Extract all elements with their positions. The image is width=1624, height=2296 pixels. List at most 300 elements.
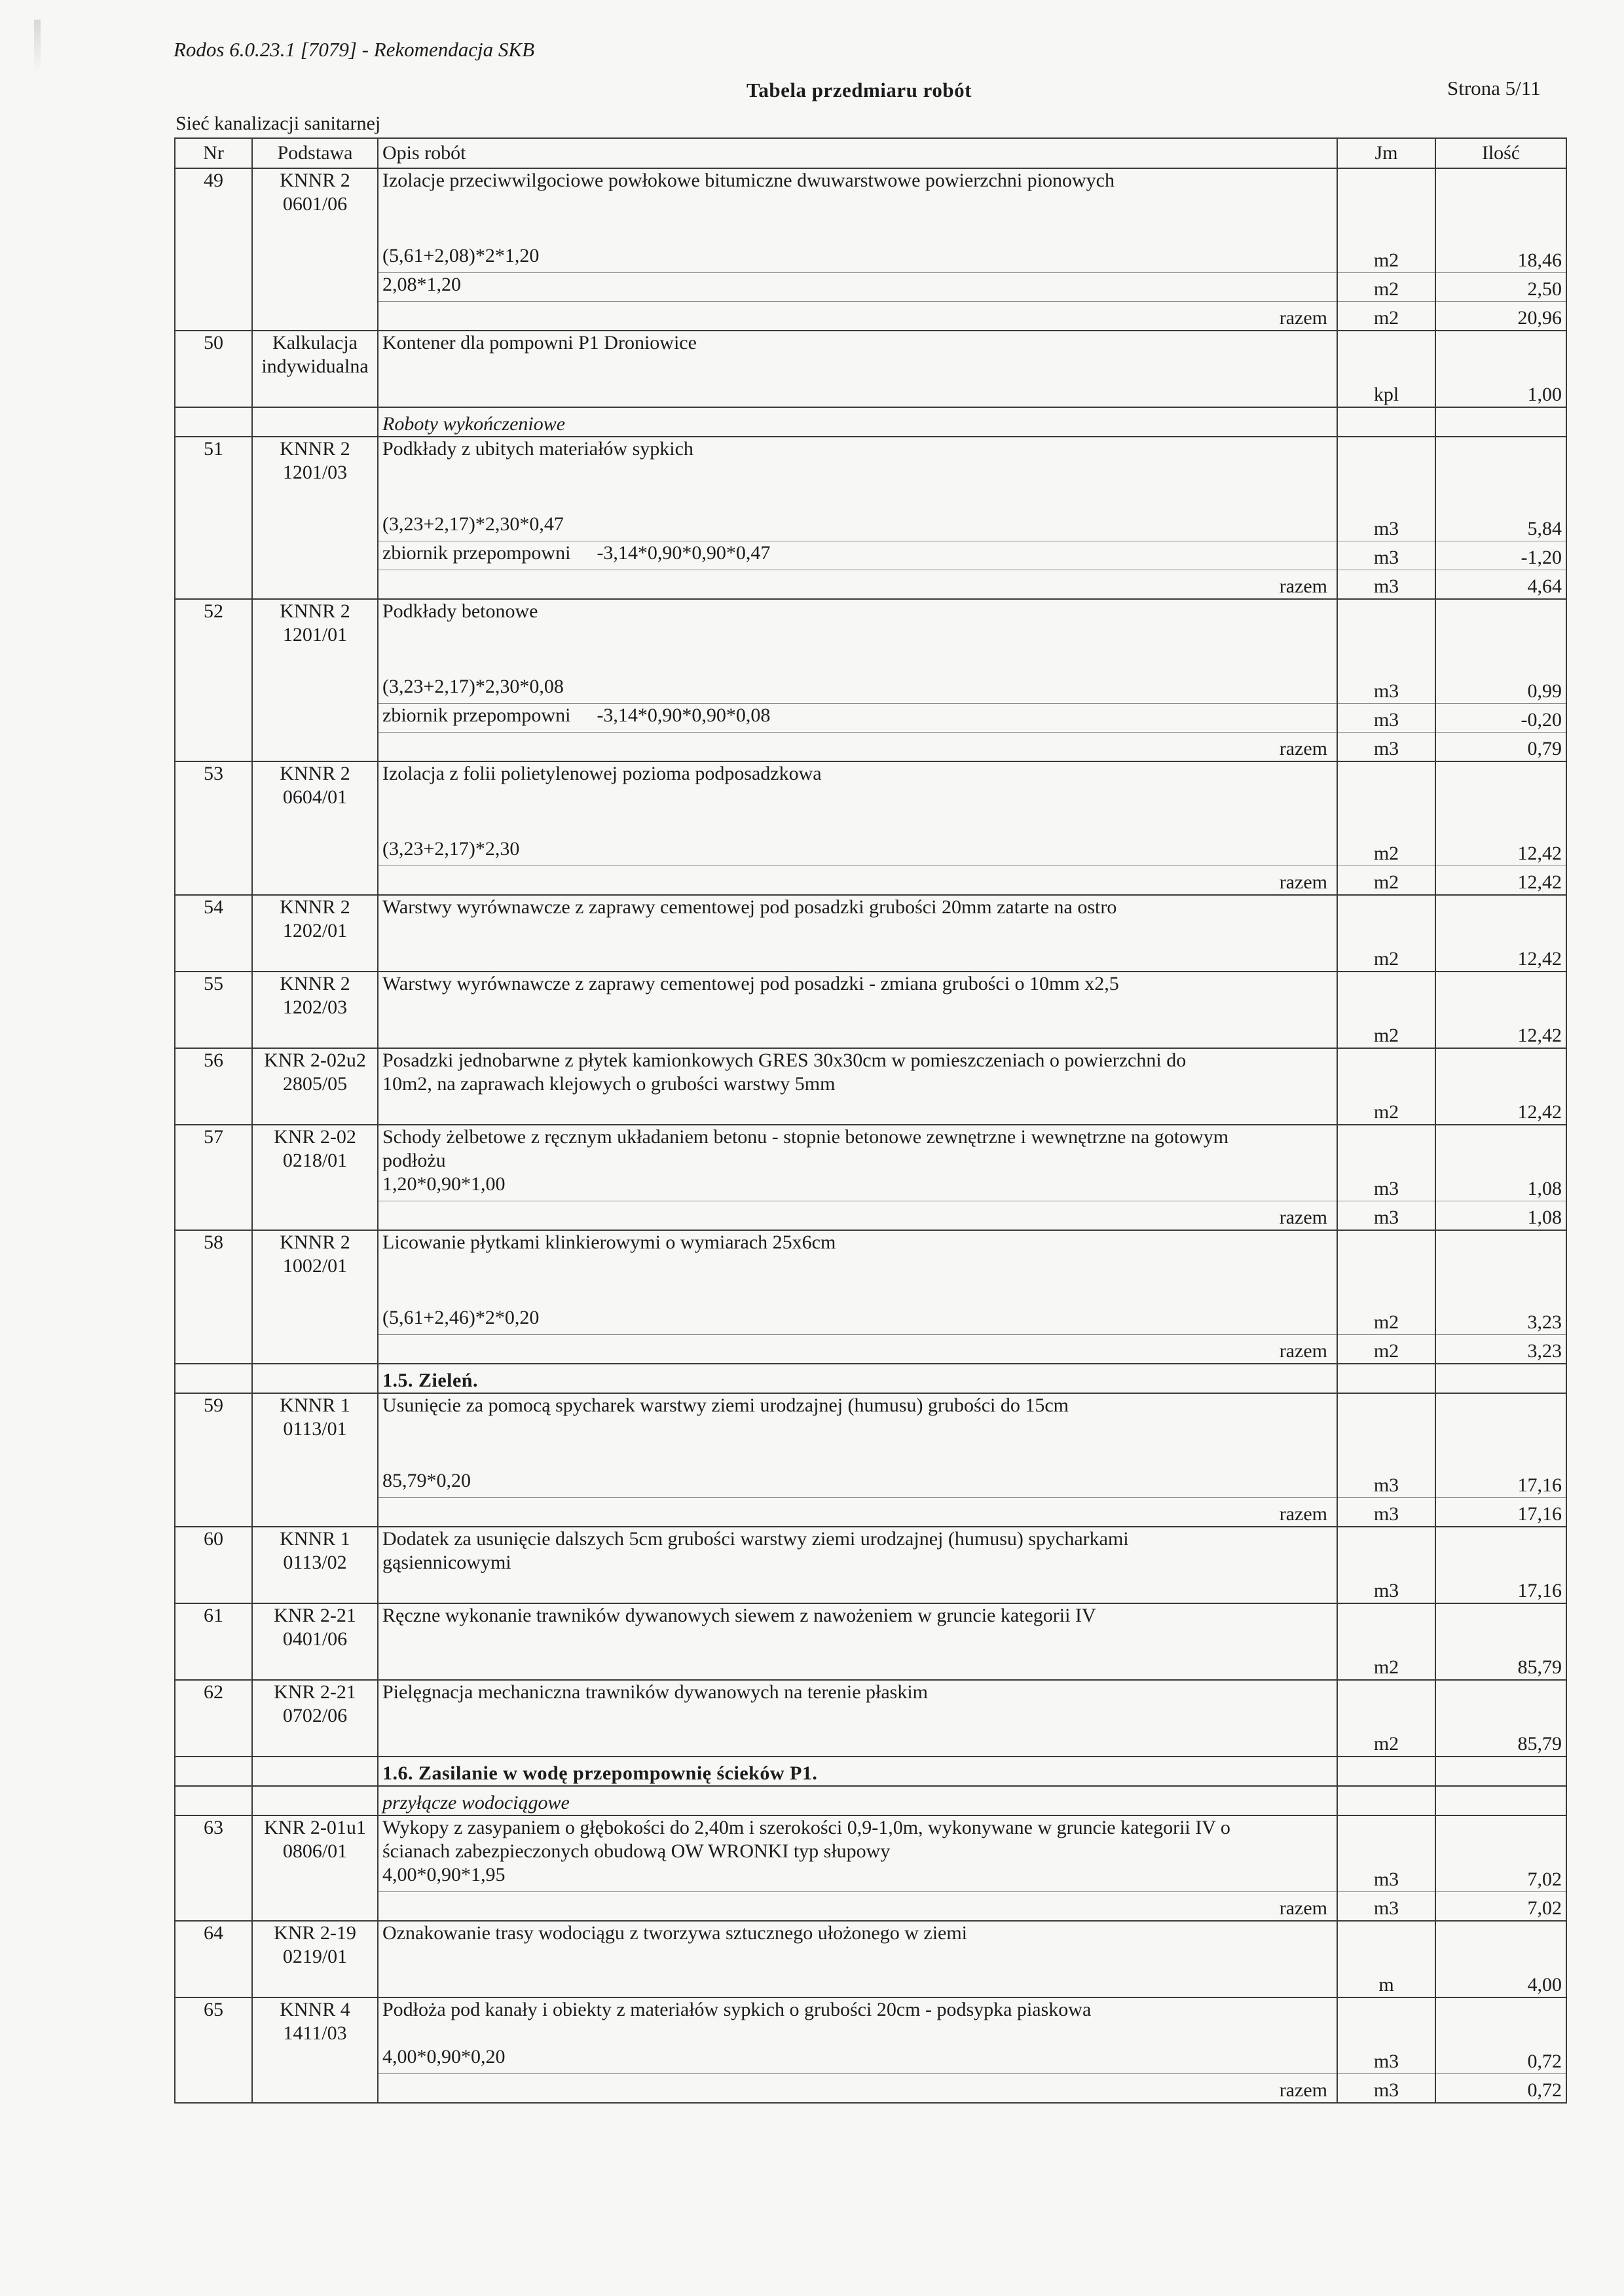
quantity-value: 12,42 <box>1435 1096 1566 1125</box>
empty-cell <box>1337 216 1435 244</box>
item-unit <box>1337 1125 1435 1173</box>
item-description <box>378 1048 1337 1096</box>
item-description <box>378 1393 1337 1441</box>
empty-cell <box>175 866 252 896</box>
total-unit: m2 <box>1337 866 1435 896</box>
basis-catalog: KNNR 2 <box>280 438 350 460</box>
empty-cell <box>1435 1278 1566 1306</box>
quantity-unit: kpl <box>1337 378 1435 407</box>
total-unit: m3 <box>1337 2074 1435 2104</box>
calculation-value: 5,84 <box>1435 513 1566 541</box>
total-unit: m2 <box>1337 1335 1435 1364</box>
basis-code: 1201/03 <box>282 462 348 483</box>
formula-expression: -3,14*0,90*0,90*0,08 <box>597 704 771 726</box>
item-unit <box>1337 761 1435 809</box>
empty-cell <box>175 1019 252 1048</box>
item-basis <box>252 1997 378 2045</box>
formula-label: zbiornik przepompowni <box>382 542 571 564</box>
item-number: 52 <box>175 599 252 647</box>
empty-cell <box>1435 647 1566 675</box>
empty-cell <box>378 1278 1337 1306</box>
subsection-heading-row <box>175 407 1566 437</box>
item-quantity <box>1435 1997 1566 2045</box>
empty-cell <box>175 407 252 437</box>
calculation-formula: (3,23+2,17)*2,30*0,08 <box>378 675 1337 704</box>
total-value: 1,08 <box>1435 1201 1566 1231</box>
item-basis <box>252 599 378 647</box>
description-line-1: Usunięcie za pomocą spycharek warstwy ziemi urodzajnej (humusu) grubości do 15cm <box>382 1394 1069 1416</box>
empty-cell <box>175 675 252 704</box>
total-value: 20,96 <box>1435 302 1566 331</box>
empty-cell <box>252 647 378 675</box>
empty-cell <box>252 302 378 331</box>
spacer-row <box>175 647 1566 675</box>
item-quantity <box>1435 1230 1566 1278</box>
item-quantity <box>1435 1815 1566 1863</box>
quantity-row <box>175 943 1566 972</box>
item-quantity <box>1435 1680 1566 1728</box>
total-label: razem <box>378 302 1337 331</box>
empty-cell <box>1337 809 1435 837</box>
page-title: Tabela przedmiaru robót <box>747 79 972 101</box>
item-description <box>378 331 1337 378</box>
item-row <box>175 1680 1566 1728</box>
total-value: 0,72 <box>1435 2074 1566 2104</box>
calculation-formula: 4,00*0,90*0,20 <box>378 2045 1337 2074</box>
empty-cell <box>252 513 378 541</box>
item-description <box>378 1527 1337 1575</box>
basis-catalog: KNR 2-02 <box>274 1126 356 1148</box>
description-line-1: Podkłady betonowe <box>382 600 538 622</box>
item-basis <box>252 437 378 484</box>
basis-catalog: KNR 2-02u2 <box>264 1049 366 1071</box>
quantity-unit: m2 <box>1337 1651 1435 1680</box>
item-unit <box>1337 1815 1435 1863</box>
empty-cell <box>1337 1441 1435 1469</box>
item-basis <box>252 1921 378 1969</box>
description-line-2: ścianach zabezpieczonych obudową OW WRONKI typ słupowy <box>382 1840 891 1862</box>
item-unit <box>1337 1393 1435 1441</box>
description-line-1: Posadzki jednobarwne z płytek kamionkowych GRES 30x30cm w pomieszczeniach o powierzchni do <box>382 1049 1187 1071</box>
quantity-value: 4,00 <box>1435 1969 1566 1997</box>
empty-cell <box>252 1173 378 1201</box>
quantity-unit: m2 <box>1337 1096 1435 1125</box>
empty-cell <box>252 837 378 866</box>
calculation-value: -0,20 <box>1435 704 1566 733</box>
basis-catalog: KNNR 2 <box>280 763 350 784</box>
page-number: Strona 5/11 <box>1447 77 1541 100</box>
column-header-opis: Opis robót <box>378 138 1337 168</box>
item-unit <box>1337 1048 1435 1096</box>
description-line-1: Warstwy wyrównawcze z zaprawy cementowej pod posadzki grubości 20mm zatarte na ostro <box>382 896 1117 918</box>
total-label: razem <box>378 1335 1337 1364</box>
item-description <box>378 895 1337 943</box>
calculation-formula <box>378 704 1337 733</box>
spacer-row <box>175 1441 1566 1469</box>
section-heading-row <box>175 1757 1566 1786</box>
empty-cell <box>175 273 252 302</box>
empty-cell <box>1435 407 1566 437</box>
total-unit: m3 <box>1337 1498 1435 1527</box>
empty-cell <box>252 1651 378 1680</box>
item-basis <box>252 1230 378 1278</box>
spacer-row <box>175 216 1566 244</box>
item-number: 50 <box>175 331 252 378</box>
empty-cell <box>175 1651 252 1680</box>
quantity-value: 17,16 <box>1435 1575 1566 1603</box>
empty-cell <box>175 1364 252 1393</box>
item-number: 55 <box>175 972 252 1019</box>
empty-cell <box>175 1096 252 1125</box>
empty-cell <box>378 809 1337 837</box>
item-quantity <box>1435 761 1566 809</box>
description-line-1: Izolacja z folii polietylenowej pozioma podposadzkowa <box>382 763 822 784</box>
empty-cell <box>175 1306 252 1335</box>
item-basis <box>252 1680 378 1728</box>
empty-cell <box>252 2045 378 2074</box>
empty-cell <box>175 1173 252 1201</box>
empty-cell <box>378 216 1337 244</box>
subsection-heading: przyłącze wodociągowe <box>378 1786 1337 1815</box>
item-number: 64 <box>175 1921 252 1969</box>
empty-cell <box>175 570 252 600</box>
item-number: 63 <box>175 1815 252 1863</box>
quantity-value: 12,42 <box>1435 943 1566 972</box>
empty-cell <box>252 1096 378 1125</box>
item-row <box>175 1230 1566 1278</box>
calculation-unit: m3 <box>1337 1863 1435 1892</box>
calculation-row <box>175 273 1566 302</box>
empty-cell <box>175 943 252 972</box>
item-row <box>175 331 1566 378</box>
calculation-formula: (3,23+2,17)*2,30 <box>378 837 1337 866</box>
quantity-unit: m2 <box>1337 943 1435 972</box>
empty-cell <box>252 244 378 273</box>
empty-cell <box>378 1651 1337 1680</box>
basis-code: 0601/06 <box>282 193 348 215</box>
item-unit <box>1337 1680 1435 1728</box>
subsection-heading-row <box>175 1786 1566 1815</box>
description-line-1: Licowanie płytkami klinkierowymi o wymiarach 25x6cm <box>382 1231 836 1253</box>
empty-cell <box>378 1096 1337 1125</box>
empty-cell <box>175 1498 252 1527</box>
description-line-1: Warstwy wyrównawcze z zaprawy cementowej pod posadzki - zmiana grubości o 10mm x2,5 <box>382 973 1119 994</box>
quantity-unit: m3 <box>1337 1575 1435 1603</box>
empty-cell <box>252 1498 378 1527</box>
total-value: 12,42 <box>1435 866 1566 896</box>
quantity-row <box>175 1651 1566 1680</box>
formula-label: zbiornik przepompowni <box>382 704 571 726</box>
empty-cell <box>1435 1364 1566 1393</box>
calculation-value: 7,02 <box>1435 1863 1566 1892</box>
calculation-formula: (5,61+2,08)*2*1,20 <box>378 244 1337 273</box>
description-line-2: podłożu <box>382 1150 446 1171</box>
description-line-1: Dodatek za usunięcie dalszych 5cm grubości warstwy ziemi urodzajnej (humusu) spycharkami <box>382 1528 1129 1550</box>
empty-cell <box>378 1019 1337 1048</box>
section-heading: 1.6. Zasilanie w wodę przepompownię ścieków P1. <box>378 1757 1337 1786</box>
empty-cell <box>175 302 252 331</box>
item-number: 62 <box>175 1680 252 1728</box>
quantity-row <box>175 1969 1566 1997</box>
total-label: razem <box>378 1498 1337 1527</box>
empty-cell <box>175 704 252 733</box>
empty-cell <box>1435 1786 1566 1815</box>
empty-cell <box>252 809 378 837</box>
calculation-value: -1,20 <box>1435 541 1566 570</box>
basis-catalog: KNNR 2 <box>280 170 350 191</box>
total-label: razem <box>378 866 1337 896</box>
item-unit <box>1337 1921 1435 1969</box>
empty-cell <box>1435 484 1566 513</box>
empty-cell <box>175 1757 252 1786</box>
total-unit: m3 <box>1337 1892 1435 1922</box>
empty-cell <box>252 1575 378 1603</box>
empty-cell <box>252 1019 378 1048</box>
item-number: 60 <box>175 1527 252 1575</box>
empty-cell <box>252 1364 378 1393</box>
item-quantity <box>1435 437 1566 484</box>
quantity-row <box>175 1019 1566 1048</box>
calculation-formula: 1,20*0,90*1,00 <box>378 1173 1337 1201</box>
item-unit <box>1337 168 1435 216</box>
item-quantity <box>1435 331 1566 378</box>
item-unit <box>1337 599 1435 647</box>
bill-of-quantities-table <box>174 137 1567 2104</box>
calculation-row <box>175 675 1566 704</box>
item-number: 57 <box>175 1125 252 1173</box>
calculation-unit: m2 <box>1337 837 1435 866</box>
item-unit <box>1337 895 1435 943</box>
total-value: 17,16 <box>1435 1498 1566 1527</box>
quantity-unit: m2 <box>1337 1019 1435 1048</box>
empty-cell <box>252 1201 378 1231</box>
quantity-unit: m <box>1337 1969 1435 1997</box>
item-number: 61 <box>175 1603 252 1651</box>
item-basis <box>252 1393 378 1441</box>
empty-cell <box>1337 1278 1435 1306</box>
item-basis <box>252 895 378 943</box>
item-quantity <box>1435 1527 1566 1575</box>
calculation-value: 18,46 <box>1435 244 1566 273</box>
calculation-unit: m2 <box>1337 1306 1435 1335</box>
empty-cell <box>175 513 252 541</box>
calculation-formula <box>378 541 1337 570</box>
section-heading-row <box>175 1364 1566 1393</box>
basis-code: 0113/02 <box>283 1552 347 1573</box>
item-row <box>175 437 1566 484</box>
calculation-row <box>175 1306 1566 1335</box>
description-line-1: Ręczne wykonanie trawników dywanowych siewem z nawożeniem w gruncie kategorii IV <box>382 1605 1096 1626</box>
total-label: razem <box>378 2074 1337 2104</box>
quantity-value: 85,79 <box>1435 1728 1566 1757</box>
calculation-unit: m3 <box>1337 704 1435 733</box>
basis-catalog: KNNR 4 <box>280 1999 350 2020</box>
empty-cell <box>252 1757 378 1786</box>
empty-cell <box>175 1892 252 1922</box>
item-number: 56 <box>175 1048 252 1096</box>
empty-cell <box>175 216 252 244</box>
total-value: 3,23 <box>1435 1335 1566 1364</box>
quantity-row <box>175 1096 1566 1125</box>
empty-cell <box>252 216 378 244</box>
empty-cell <box>252 1335 378 1364</box>
empty-cell <box>378 647 1337 675</box>
item-basis <box>252 168 378 216</box>
calculation-row <box>175 1469 1566 1498</box>
empty-cell <box>175 1278 252 1306</box>
item-description <box>378 1680 1337 1728</box>
item-basis <box>252 761 378 809</box>
item-unit <box>1337 437 1435 484</box>
calculation-formula: 4,00*0,90*1,95 <box>378 1863 1337 1892</box>
item-description <box>378 1230 1337 1278</box>
item-number: 58 <box>175 1230 252 1278</box>
item-number: 49 <box>175 168 252 216</box>
total-label: razem <box>378 733 1337 762</box>
item-quantity <box>1435 168 1566 216</box>
item-description <box>378 1997 1337 2045</box>
item-number: 53 <box>175 761 252 809</box>
empty-cell <box>252 1278 378 1306</box>
empty-cell <box>378 1575 1337 1603</box>
calculation-unit: m2 <box>1337 273 1435 302</box>
empty-cell <box>252 1786 378 1815</box>
empty-cell <box>175 1969 252 1997</box>
empty-cell <box>252 1306 378 1335</box>
empty-cell <box>252 1892 378 1922</box>
empty-cell <box>175 1201 252 1231</box>
basis-code: 2805/05 <box>282 1073 348 1095</box>
column-header-nr: Nr <box>175 138 252 168</box>
quantity-row <box>175 378 1566 407</box>
calculation-formula: (5,61+2,46)*2*0,20 <box>378 1306 1337 1335</box>
item-row <box>175 1125 1566 1173</box>
empty-cell <box>252 541 378 570</box>
item-basis <box>252 1048 378 1096</box>
basis-code: 0702/06 <box>282 1705 348 1726</box>
empty-cell <box>252 943 378 972</box>
column-header-jm: Jm <box>1337 138 1435 168</box>
empty-cell <box>1435 1757 1566 1786</box>
item-description <box>378 1603 1337 1651</box>
empty-cell <box>175 1441 252 1469</box>
total-unit: m3 <box>1337 733 1435 762</box>
empty-cell <box>1337 1757 1435 1786</box>
item-quantity <box>1435 972 1566 1019</box>
description-line-1: Schody żelbetowe z ręcznym układaniem betonu - stopnie betonowe zewnętrzne i wewnętrzne na gotowym <box>382 1126 1229 1148</box>
item-row <box>175 1048 1566 1096</box>
calculation-row <box>175 541 1566 570</box>
item-basis <box>252 1603 378 1651</box>
empty-cell <box>378 943 1337 972</box>
item-row <box>175 1997 1566 2045</box>
column-header-ilosc: Ilość <box>1435 138 1566 168</box>
basis-catalog: KNNR 1 <box>280 1394 350 1416</box>
total-row <box>175 1498 1566 1527</box>
empty-cell <box>175 244 252 273</box>
basis-catalog: KNR 2-21 <box>274 1681 356 1703</box>
item-description <box>378 972 1337 1019</box>
quantity-unit: m2 <box>1337 1728 1435 1757</box>
item-description <box>378 1921 1337 1969</box>
spacer-row <box>175 809 1566 837</box>
calculation-row <box>175 244 1566 273</box>
empty-cell <box>252 484 378 513</box>
formula-expression: -3,14*0,90*0,90*0,47 <box>597 542 771 564</box>
total-label: razem <box>378 1201 1337 1231</box>
item-row <box>175 1527 1566 1575</box>
item-quantity <box>1435 1048 1566 1096</box>
empty-cell <box>1435 1441 1566 1469</box>
section-heading: 1.5. Zieleń. <box>378 1364 1337 1393</box>
empty-cell <box>1337 407 1435 437</box>
item-unit <box>1337 1997 1435 2045</box>
empty-cell <box>175 1335 252 1364</box>
description-line-1: Pielęgnacja mechaniczna trawników dywanowych na terenie płaskim <box>382 1681 929 1703</box>
calculation-value: 3,23 <box>1435 1306 1566 1335</box>
empty-cell <box>1337 647 1435 675</box>
basis-code: 1002/01 <box>282 1255 348 1277</box>
total-row <box>175 733 1566 762</box>
empty-cell <box>175 1469 252 1498</box>
empty-cell <box>252 273 378 302</box>
basis-code: 0113/01 <box>283 1418 347 1440</box>
description-line-1: Oznakowanie trasy wodociągu z tworzywa sztucznego ułożonego w ziemi <box>382 1922 968 1944</box>
item-basis <box>252 331 378 378</box>
empty-cell <box>252 378 378 407</box>
table-header-row <box>175 138 1566 168</box>
item-row <box>175 761 1566 809</box>
item-basis <box>252 1815 378 1863</box>
basis-code: indywidualna <box>261 355 369 377</box>
item-description <box>378 168 1337 216</box>
total-label: razem <box>378 570 1337 600</box>
total-row <box>175 1892 1566 1922</box>
calculation-value: 2,50 <box>1435 273 1566 302</box>
empty-cell <box>252 733 378 762</box>
item-description <box>378 1125 1337 1173</box>
total-row <box>175 570 1566 600</box>
section-title: Sieć kanalizacji sanitarnej <box>175 113 381 134</box>
basis-code: 0604/01 <box>282 786 348 808</box>
empty-cell <box>175 1575 252 1603</box>
item-row <box>175 895 1566 943</box>
calculation-value: 1,08 <box>1435 1173 1566 1201</box>
calculation-unit: m3 <box>1337 513 1435 541</box>
total-row <box>175 2074 1566 2104</box>
calculation-unit: m2 <box>1337 244 1435 273</box>
basis-catalog: KNR 2-01u1 <box>264 1817 366 1838</box>
empty-cell <box>378 378 1337 407</box>
empty-cell <box>252 407 378 437</box>
basis-catalog: KNR 2-19 <box>274 1922 356 1944</box>
empty-cell <box>1435 809 1566 837</box>
description-line-1: Kontener dla pompowni P1 Droniowice <box>382 332 697 354</box>
spacer-row <box>175 484 1566 513</box>
item-unit <box>1337 1527 1435 1575</box>
calculation-value: 0,99 <box>1435 675 1566 704</box>
item-description <box>378 761 1337 809</box>
calculation-value: 17,16 <box>1435 1469 1566 1498</box>
item-unit <box>1337 331 1435 378</box>
item-row <box>175 972 1566 1019</box>
basis-catalog: KNNR 2 <box>280 600 350 622</box>
item-quantity <box>1435 1603 1566 1651</box>
empty-cell <box>252 1863 378 1892</box>
basis-code: 1201/01 <box>282 624 348 646</box>
empty-cell <box>175 809 252 837</box>
total-unit: m2 <box>1337 302 1435 331</box>
